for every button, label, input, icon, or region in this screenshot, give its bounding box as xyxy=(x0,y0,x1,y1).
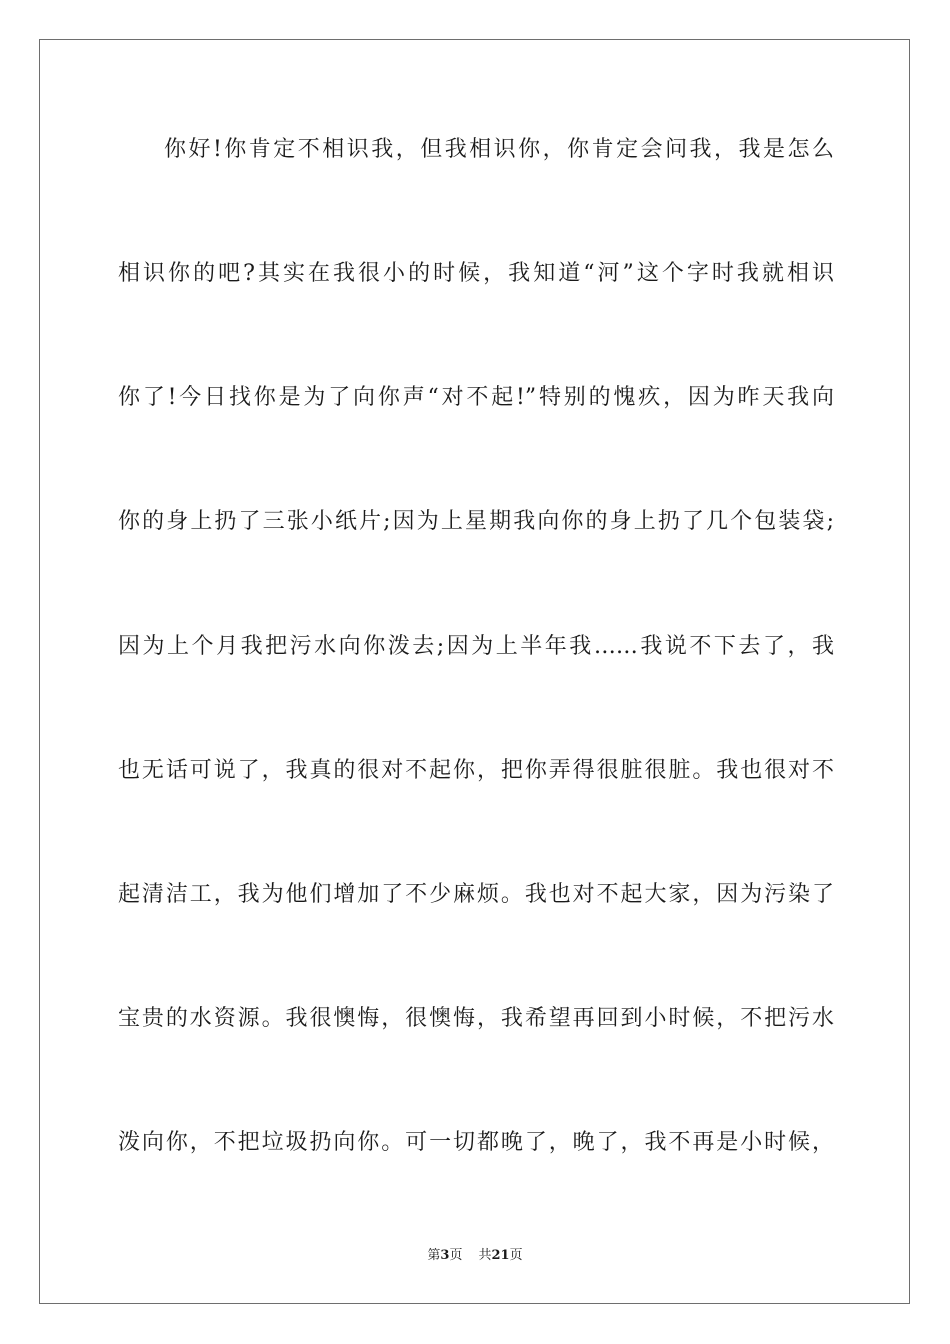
page-suffix: 页 xyxy=(449,1248,463,1263)
page-number-current: 3 xyxy=(440,1248,450,1263)
body-text-line: 你的身上扔了三张小纸片;因为上星期我向你的身上扔了几个包装袋; xyxy=(118,509,834,534)
body-text-line: 你好!你肯定不相识我，但我相识你，你肯定会问我，我是怎么 xyxy=(164,137,834,162)
page-footer xyxy=(0,1246,950,1266)
body-text-line: 你了!今日找你是为了向你声“对不起!”特别的愧疚，因为昨天我向 xyxy=(118,385,834,410)
page-border xyxy=(39,39,910,1304)
body-text-line: 泼向你，不把垃圾扔向你。可一切都晚了，晚了，我不再是小时候， xyxy=(118,1130,834,1155)
body-text-line: 起清洁工，我为他们增加了不少麻烦。我也对不起大家，因为污染了 xyxy=(118,882,834,907)
total-prefix: 共 xyxy=(478,1248,492,1263)
body-text-line: 宝贵的水资源。我很懊悔，很懊悔，我希望再回到小时候，不把污水 xyxy=(118,1006,834,1031)
total-suffix: 页 xyxy=(509,1248,523,1263)
page-prefix: 第 xyxy=(427,1248,441,1263)
body-text-line: 相识你的吧?其实在我很小的时候，我知道“河”这个字时我就相识 xyxy=(118,261,834,286)
body-text-line: 也无话可说了，我真的很对不起你，把你弄得很脏很脏。我也很对不 xyxy=(118,758,834,783)
page-number-total: 21 xyxy=(491,1248,510,1263)
body-text-line: 因为上个月我把污水向你泼去;因为上半年我……我说不下去了，我 xyxy=(118,634,834,659)
